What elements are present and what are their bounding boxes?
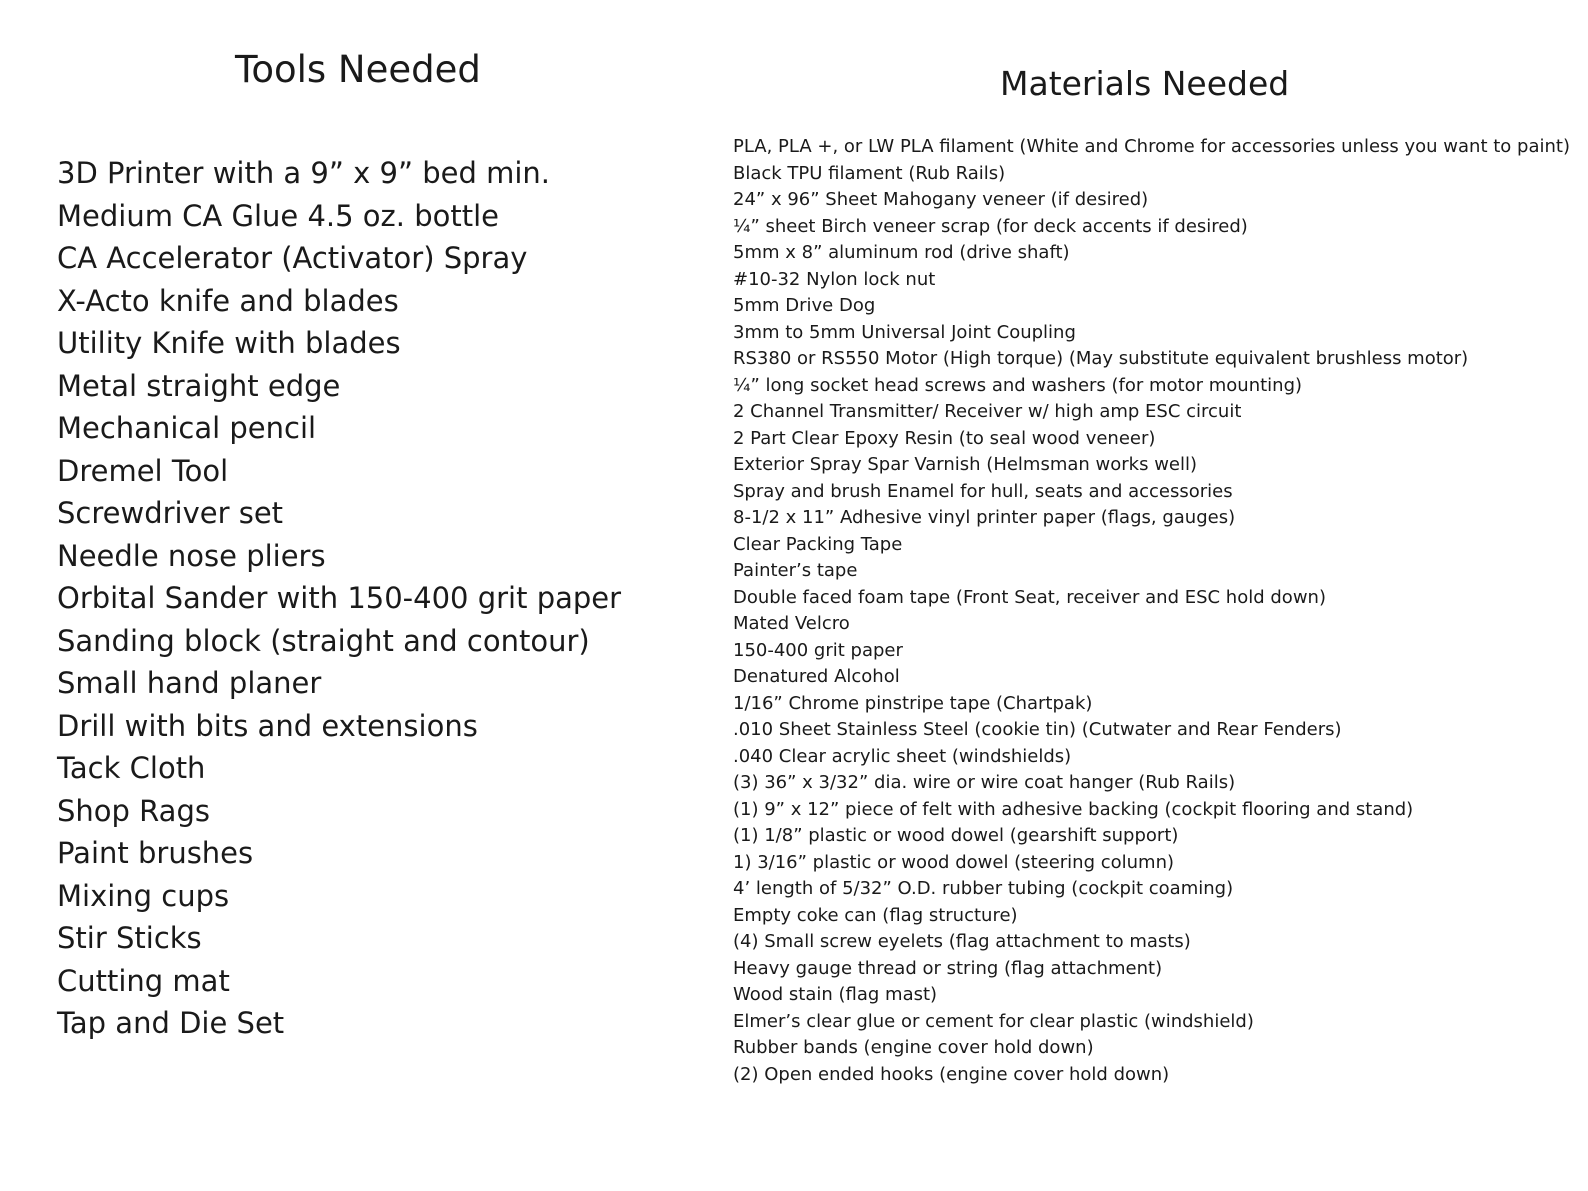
tool-item: Mechanical pencil [57, 411, 317, 445]
material-item: ¼” sheet Birch veneer scrap (for deck accents if desired) [733, 215, 1248, 237]
tool-item: Dremel Tool [57, 453, 229, 488]
tool-item: 3D Printer with a 9” x 9” bed min. [57, 156, 550, 190]
material-item: Denatured Alcohol [733, 666, 900, 687]
tools-heading: Tools Needed [235, 48, 481, 91]
material-item: Mated Velcro [733, 613, 850, 634]
material-item: 2 Part Clear Epoxy Resin (to seal wood veneer) [733, 427, 1156, 449]
material-item: Wood stain (flag mast) [733, 984, 938, 1005]
tools-list [57, 152, 621, 1045]
material-item: Elmer’s clear glue or cement for clear plastic (windshield) [733, 1010, 1254, 1032]
tool-item: Mixing cups [57, 878, 230, 913]
tool-item: CA Accelerator (Activator) Spray [57, 241, 528, 275]
tool-item: Metal straight edge [57, 368, 341, 403]
tool-item: Medium CA Glue 4.5 oz. bottle [57, 198, 499, 233]
material-item: (1) 1/8” plastic or wood dowel (gearshift support) [733, 825, 1179, 846]
material-item: Double faced foam tape (Front Seat, receiver and ESC hold down) [733, 586, 1326, 608]
material-item: Exterior Spray Spar Varnish (Helmsman works well) [733, 454, 1198, 475]
material-item: Painter’s tape [733, 560, 858, 581]
tool-item: Screwdriver set [57, 496, 284, 530]
material-item: 5mm Drive Dog [733, 295, 876, 316]
material-item: 1/16” Chrome pinstripe tape (Chartpak) [733, 692, 1093, 714]
material-item: 1) 3/16” plastic or wood dowel (steering column) [733, 851, 1175, 873]
tool-item: Sanding block (straight and contour) [57, 623, 590, 658]
tool-item: Paint brushes [57, 836, 254, 870]
material-item: 24” x 96” Sheet Mahogany veneer (if desired) [733, 189, 1149, 210]
tool-item: Needle nose pliers [57, 538, 326, 573]
material-item: 8-1/2 x 11” Adhesive vinyl printer paper (flags, gauges) [733, 507, 1236, 528]
material-item: Empty coke can (flag structure) [733, 904, 1018, 926]
tool-item: Shop Rags [57, 793, 210, 828]
tool-item: Tack Cloth [57, 751, 206, 785]
material-item: (3) 36” x 3/32” dia. wire or wire coat hanger (Rub Rails) [733, 772, 1236, 793]
material-item: ¼” long socket head screws and washers (for motor mounting) [733, 374, 1303, 396]
material-item: .040 Clear acrylic sheet (windshields) [733, 745, 1072, 767]
material-item: (1) 9” x 12” piece of felt with adhesive backing (cockpit flooring and stand) [733, 798, 1414, 820]
material-item: PLA, PLA +, or LW PLA filament (White and Chrome for accessories unless you want to paint) [733, 136, 1570, 157]
material-item: (4) Small screw eyelets (flag attachment to masts) [733, 931, 1191, 952]
tool-item: Tap and Die Set [57, 1006, 285, 1040]
material-item: 5mm x 8” aluminum rod (drive shaft) [733, 242, 1070, 263]
tool-item: Small hand planer [57, 666, 322, 700]
tool-item: X-Acto knife and blades [57, 283, 399, 318]
material-item: Spray and brush Enamel for hull, seats and accessories [733, 480, 1233, 502]
tool-item: Drill with bits and extensions [57, 708, 478, 743]
tool-item: Stir Sticks [57, 921, 202, 955]
material-item: RS380 or RS550 Motor (High torque) (May substitute equivalent brushless motor) [733, 348, 1469, 369]
tool-item: Cutting mat [57, 963, 230, 998]
materials-list [733, 134, 1570, 1088]
tool-item: Orbital Sander with 150-400 grit paper [57, 581, 622, 615]
material-item: 3mm to 5mm Universal Joint Coupling [733, 321, 1076, 343]
material-item: Rubber bands (engine cover hold down) [733, 1037, 1094, 1058]
tool-item: Utility Knife with blades [57, 326, 401, 360]
material-item: .010 Sheet Stainless Steel (cookie tin) (Cutwater and Rear Fenders) [733, 719, 1342, 740]
material-item: 2 Channel Transmitter/ Receiver w/ high amp ESC circuit [733, 401, 1242, 422]
materials-heading: Materials Needed [1000, 64, 1290, 103]
material-item: Clear Packing Tape [733, 533, 903, 555]
material-item: 4’ length of 5/32” O.D. rubber tubing (cockpit coaming) [733, 878, 1234, 899]
material-item: #10-32 Nylon lock nut [733, 268, 936, 290]
material-item: Heavy gauge thread or string (flag attachment) [733, 957, 1163, 979]
material-item: Black TPU filament (Rub Rails) [733, 162, 1006, 184]
material-item: 150-400 grit paper [733, 639, 903, 661]
material-item: (2) Open ended hooks (engine cover hold down) [733, 1063, 1170, 1085]
